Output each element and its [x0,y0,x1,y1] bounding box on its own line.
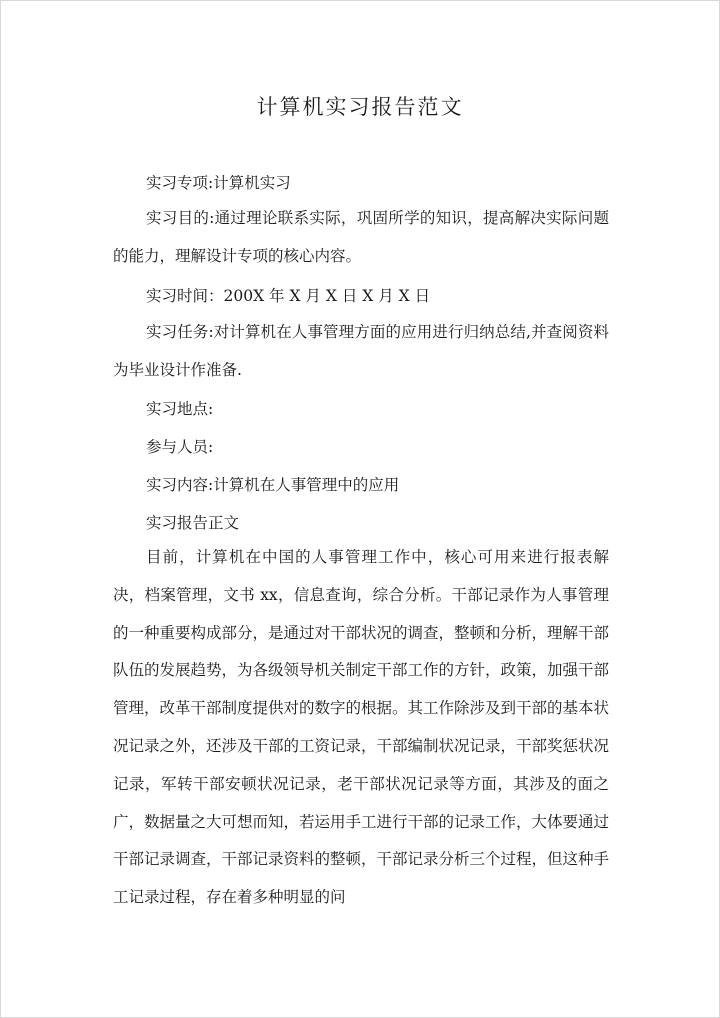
field-participants: 参与人员: [146,438,214,456]
field-location: 实习地点: [146,400,214,418]
field-project: 实习专项:计算机实习 [146,174,291,192]
body-heading: 实习报告正文 [146,514,240,532]
body-paragraph: 目前，计算机在中国的人事管理工作中，核心可用来进行报表解决，档案管理，文书 xx，信息查询，综合分析。干部记录作为人事管理的一种重要构成部分，是通过对干部状况的调查，整顿和分析，理解干部队伍的发展趋势，为各级领导机关制定干部工作的方针，政策，加强干部管理，改革干部制度提供对的数字的根据。其工作除涉及到干部的基本状况记录之外，还涉及干部的工资记录，干部编制状况记录，干部奖惩状况记录，军转干部安顿状况记录，老干部状况记录等方面，其涉及的面之广，数据量之大可想而知，若运用手工进行干部的记录工作，大体要通过干部记录调查，干部记录资料的整顿，干部记录分析三个过程，但这种手工记录过程，存在着多种明显的问 [113,548,610,907]
field-time: 实习时间：200X 年 X 月 X 日 X 月 X 日 [146,287,431,305]
document-title: 计算机实习报告范文 [256,95,464,119]
field-purpose: 实习目的:通过理论联系实际，巩固所学的知识，提高解决实际问题的能力，理解设计专项的核心内容。 [113,209,609,265]
field-content: 实习内容:计算机在人事管理中的应用 [146,476,400,494]
field-task: 实习任务:对计算机在人事管理方面的应用进行归纳总结,并查阅资料为毕业设计作准备. [113,323,609,379]
